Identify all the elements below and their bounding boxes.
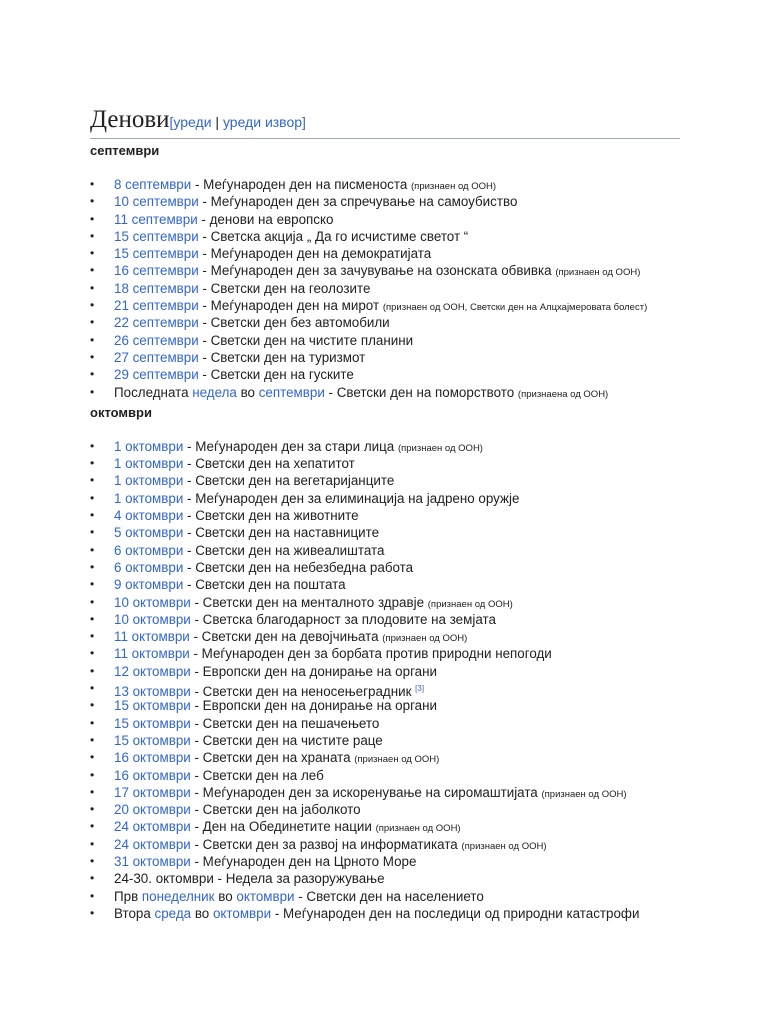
list-item	[90, 297, 680, 314]
date-link[interactable]: 15 октомври	[114, 732, 191, 748]
item-text: - Светски ден на наставниците	[183, 525, 380, 541]
date-link[interactable]: 31 октомври	[114, 853, 191, 869]
item-text: Последната	[114, 384, 193, 400]
list-item	[90, 732, 680, 749]
date-link[interactable]: 27 септември	[114, 349, 199, 365]
section-heading	[90, 106, 680, 139]
item-text: - Светски ден на девојчињата	[189, 629, 383, 645]
list-item	[90, 853, 680, 870]
item-note: (признаена од ООН)	[517, 388, 609, 400]
item-text: Прв	[114, 888, 142, 904]
list-item	[90, 611, 680, 628]
item-note: (признаен од ООН)	[427, 598, 513, 610]
item-text: - Светски ден на леб	[190, 767, 324, 783]
edit-source-link[interactable]: уреди извор	[222, 114, 303, 130]
item-text: - Светски ден на храната	[190, 750, 355, 766]
item-text: - Европски ден на донирање на органи	[190, 698, 437, 714]
date-link[interactable]: 6 октомври	[114, 559, 184, 575]
list-item	[90, 559, 680, 576]
section-title: Денови	[90, 106, 170, 133]
edit-bracket-close: ]	[302, 114, 306, 130]
list-item	[90, 314, 680, 331]
date-link[interactable]: 24 октомври	[114, 819, 191, 835]
item-text: - Меѓународен ден за елиминација на јадрено оружје	[183, 490, 520, 506]
list-item	[90, 280, 680, 297]
item-text: - Светски ден на туризмот	[198, 349, 366, 365]
date-link[interactable]: 10 октомври	[114, 594, 191, 610]
october-link[interactable]: октомври	[236, 888, 295, 904]
item-note: (признаен од ООН)	[354, 754, 440, 766]
item-text: - Светска акција „ Да го исчистиме светот “	[198, 228, 469, 244]
item-text: - Меѓународен ден за искоренување на сиромаштијата	[190, 784, 542, 800]
item-text: - Меѓународен ден на демократијата	[198, 246, 432, 262]
item-text: - Светски ден на населението	[294, 888, 484, 904]
date-link[interactable]: 16 октомври	[114, 767, 191, 783]
edit-link[interactable]: уреди	[173, 114, 212, 130]
item-text: - Светски ден на поштата	[183, 577, 346, 593]
date-link[interactable]: 11 септември	[114, 211, 198, 227]
date-link[interactable]: 20 октомври	[114, 802, 191, 818]
date-link[interactable]: 5 октомври	[114, 525, 184, 541]
list-item	[90, 801, 680, 818]
date-link[interactable]: 10 октомври	[114, 611, 191, 627]
monday-link[interactable]: понеделник	[141, 888, 215, 904]
item-text: во	[236, 384, 259, 400]
item-text: - Меѓународен ден за стари лица	[183, 438, 398, 454]
item-note: (признаен од ООН)	[541, 788, 627, 800]
september-list	[90, 176, 680, 401]
date-link[interactable]: 1 октомври	[114, 473, 184, 489]
item-note: (признаен од ООН)	[411, 181, 497, 192]
list-item	[90, 645, 680, 662]
list-item	[90, 697, 680, 714]
list-item	[90, 211, 680, 228]
item-text: - Светски ден без автомобили	[198, 315, 390, 331]
item-note: (признаен од ООН)	[461, 840, 547, 852]
item-text: - Светски ден на пешачењето	[190, 715, 380, 731]
date-link[interactable]: 16 октомври	[114, 750, 191, 766]
item-text: - Меѓународен ден на писменоста	[191, 177, 412, 192]
edit-bracket-open: [	[169, 114, 174, 130]
list-item	[90, 193, 680, 210]
list-item	[90, 836, 680, 853]
edit-separator: |	[211, 114, 223, 130]
list-item	[90, 366, 680, 383]
item-text: - Светски ден на геолозите	[198, 280, 371, 296]
item-text: - Светски ден на живеалиштата	[183, 542, 385, 558]
item-note: (признаен од ООН)	[382, 633, 468, 645]
list-item	[90, 715, 680, 732]
item-text: - Меѓународен ден за борбата против природни непогоди	[189, 646, 552, 662]
item-text: - Меѓународен ден на мирот	[198, 298, 383, 314]
item-note: (признаен од ООН)	[555, 267, 641, 279]
item-text: - Светски ден на поморството	[324, 384, 518, 400]
item-text: - Меѓународен ден за зачувување на озонската обвивка	[198, 263, 556, 279]
list-item	[90, 663, 680, 680]
list-item	[90, 594, 680, 611]
sunday-link[interactable]: недела	[192, 384, 237, 400]
date-link[interactable]: 4 октомври	[114, 508, 184, 524]
list-item	[90, 490, 680, 507]
content	[90, 106, 680, 922]
date-link[interactable]: 18 септември	[114, 280, 199, 296]
date-link[interactable]: 11 октомври	[114, 629, 190, 645]
date-link[interactable]: 15 октомври	[114, 715, 191, 731]
list-item	[90, 332, 680, 349]
item-text: 24-30. октомври - Недела за разоружување	[114, 871, 385, 887]
list-item	[90, 524, 680, 541]
edit-links	[170, 114, 306, 130]
list-item	[90, 680, 680, 700]
list-item	[90, 905, 680, 922]
list-item	[90, 628, 680, 645]
october-link[interactable]: октомври	[212, 905, 272, 921]
list-item	[90, 507, 680, 524]
date-link[interactable]: 6 октомври	[114, 542, 184, 558]
item-text: - Светски ден на јаболкото	[190, 802, 361, 818]
list-item	[90, 888, 680, 905]
date-link[interactable]: 1 октомври	[114, 490, 184, 506]
item-note: (признаен од ООН)	[375, 823, 461, 835]
list-item	[90, 245, 680, 262]
item-text: - Светски ден на гуските	[198, 367, 354, 383]
date-link[interactable]: 24 октомври	[114, 836, 191, 852]
item-text: - Меѓународен ден за спречување на самоубиство	[198, 194, 518, 210]
item-text: - Светски ден на хепатитот	[183, 456, 355, 472]
list-item	[90, 455, 680, 472]
list-item	[90, 870, 680, 887]
item-text: - Светска благодарност за плодовите на земјата	[190, 611, 496, 627]
item-text: - Светски ден на небезбедна работа	[183, 559, 414, 575]
list-item	[90, 749, 680, 766]
list-item	[90, 767, 680, 784]
date-link[interactable]: 16 септември	[114, 263, 199, 279]
item-text: - Светски ден за развој на информатиката	[190, 836, 462, 852]
date-link[interactable]: 1 октомври	[114, 438, 184, 454]
list-item	[90, 384, 680, 401]
list-item	[90, 784, 680, 801]
september-link[interactable]: септември	[258, 384, 325, 400]
date-link[interactable]: 15 септември	[114, 246, 199, 262]
item-text: Втора	[114, 905, 155, 921]
item-text: - Светски ден на вегетаријанците	[183, 473, 395, 489]
october-list	[90, 438, 680, 922]
item-text: во	[191, 905, 213, 921]
list-item	[90, 228, 680, 245]
item-text: - Светски ден на неносењеградник	[190, 684, 416, 700]
date-link[interactable]: 15 октомври	[114, 698, 191, 714]
date-link[interactable]: 9 октомври	[114, 577, 184, 593]
item-note: (признаен од ООН)	[397, 442, 483, 454]
date-link[interactable]: 10 септември	[114, 194, 199, 210]
date-link[interactable]: 11 октомври	[114, 646, 190, 662]
item-text: - Светски ден на животните	[183, 508, 359, 524]
date-link[interactable]: 8 септември	[114, 177, 192, 192]
list-item	[90, 818, 680, 835]
list-item	[90, 349, 680, 366]
wednesday-link[interactable]: среда	[154, 905, 192, 921]
item-text: - Ден на Обединетите нации	[190, 819, 376, 835]
item-text: - Меѓународен ден на последици од природни катастрофи	[271, 905, 640, 921]
october-heading: октомври	[90, 404, 152, 420]
item-text: - Меѓународен ден на Црното Море	[190, 853, 417, 869]
item-text: - Европски ден на донирање на органи	[190, 663, 437, 679]
item-text: - Светски ден на чистите раце	[190, 732, 383, 748]
date-link[interactable]: 17 октомври	[114, 784, 191, 800]
list-item	[90, 176, 680, 193]
date-link[interactable]: 29 септември	[114, 367, 199, 383]
item-text: во	[214, 888, 237, 904]
date-link[interactable]: 22 септември	[114, 315, 199, 331]
september-heading: септември	[90, 143, 160, 158]
date-link[interactable]: 13 октомври	[114, 684, 191, 700]
list-item	[90, 576, 680, 593]
date-link[interactable]: 12 октомври	[114, 663, 191, 679]
date-link[interactable]: 21 септември	[114, 298, 199, 314]
item-text: - Светски ден на менталното здравје	[190, 594, 428, 610]
date-link[interactable]: 26 септември	[114, 332, 199, 348]
list-item	[90, 438, 680, 455]
list-item	[90, 542, 680, 559]
item-note: (признаен од ООН, Светски ден на Алцхајмеровата болест)	[382, 302, 648, 314]
item-text: - денови на европско	[197, 211, 334, 227]
item-text: - Светски ден на чистите планини	[198, 332, 414, 348]
date-link[interactable]: 15 септември	[114, 228, 199, 244]
reference-link[interactable]: [3]	[415, 684, 425, 694]
date-link[interactable]: 1 октомври	[114, 456, 184, 472]
list-item	[90, 262, 680, 279]
list-item	[90, 472, 680, 489]
